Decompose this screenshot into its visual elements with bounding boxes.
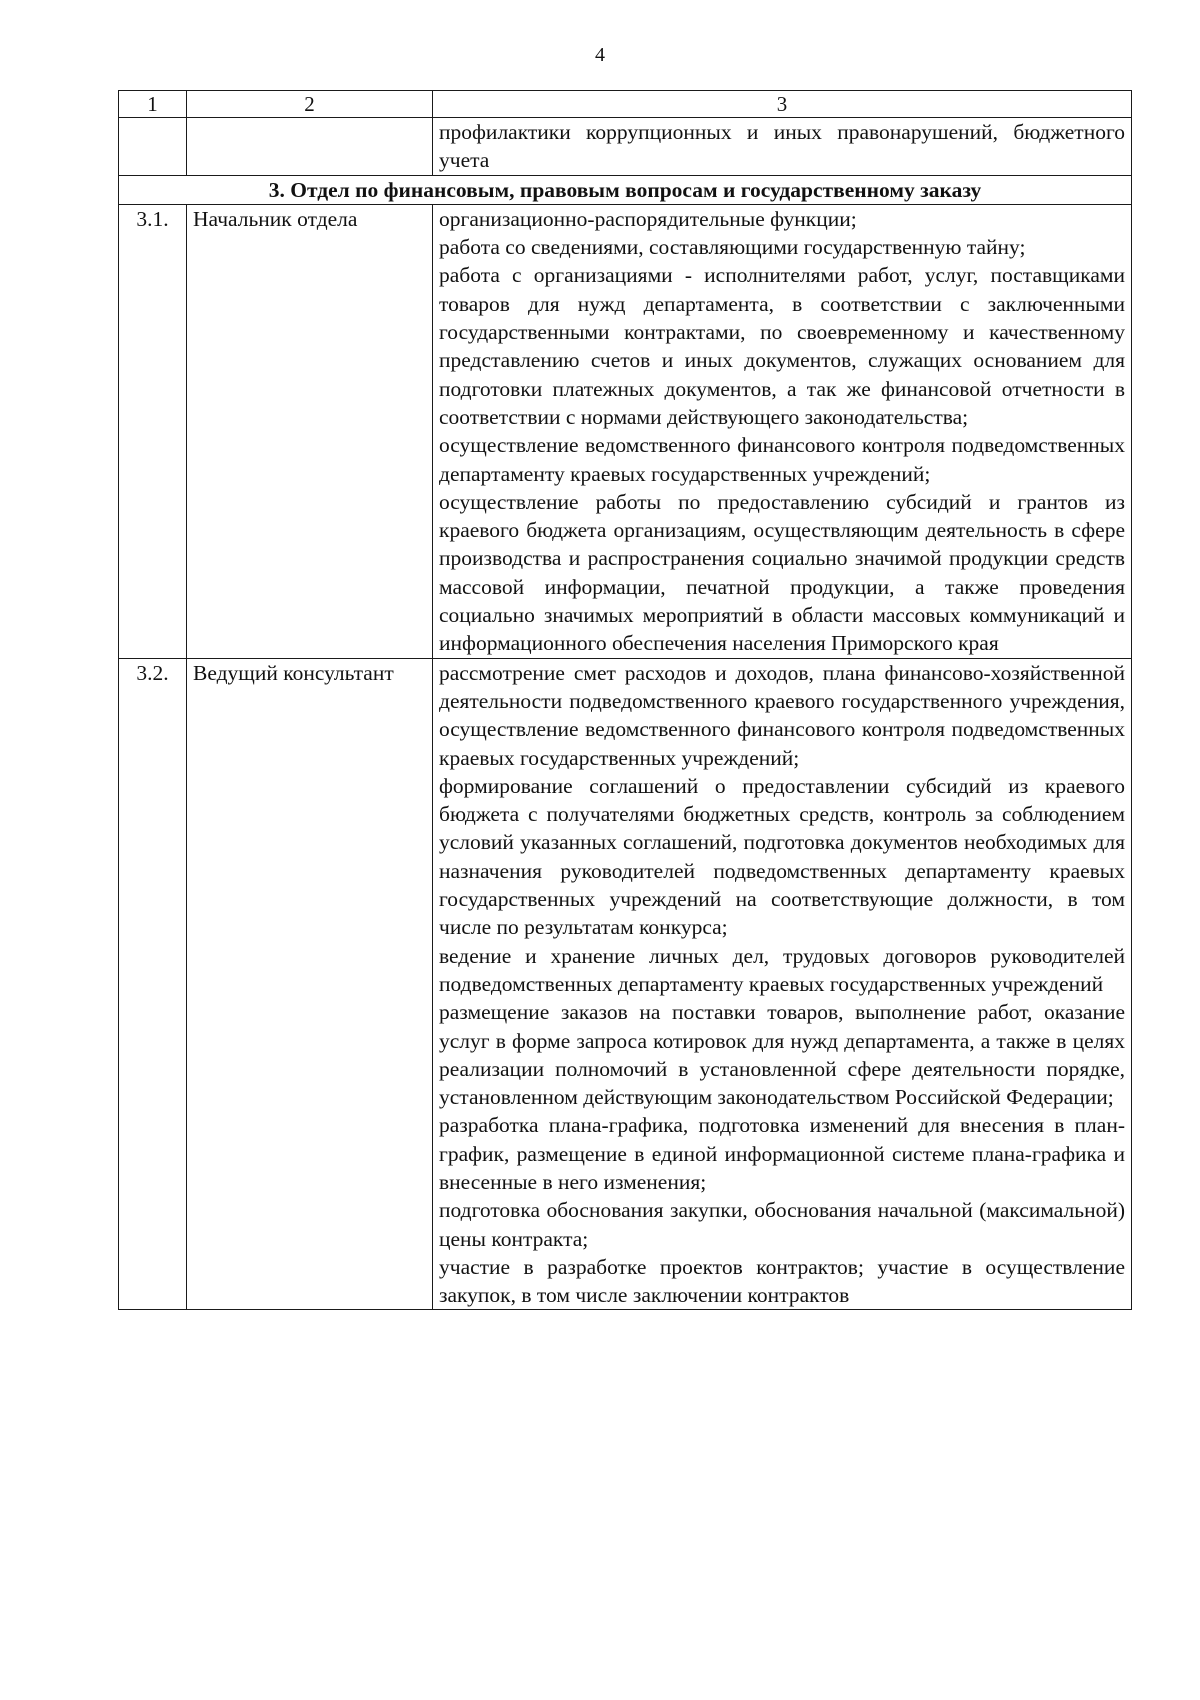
header-col-3: 3	[433, 91, 1132, 118]
duties-cell	[433, 204, 1132, 658]
duty-item: работа со сведениями, составляющими государственную тайну;	[439, 235, 1026, 260]
section-row	[119, 175, 1132, 204]
row-number: 3.2.	[119, 658, 187, 1310]
header-col-1: 1	[119, 91, 187, 118]
position-title: Начальник отдела	[187, 204, 433, 658]
duty-item: разработка плана-графика, подготовка изменений для внесения в план-график, размещение в единой информационной системе плана-графика и внесенные в него изменения;	[439, 1113, 1125, 1194]
duty-item: участие в разработке проектов контрактов; участие в осуществление закупок, в том числе заключении контрактов	[439, 1254, 1125, 1308]
duties-cell	[433, 658, 1132, 1310]
duty-item: формирование соглашений о предоставлении субсидий из краевого бюджета с получателями бюджетных средств, контроль за соблюдением условий указанных соглашений, подготовка документов необходимых для назначения руководителей подведомственных департаменту краевых государственных учреждений на соответствующие должности, в том числе по результатам конкурса;	[439, 773, 1125, 940]
duty-item: рассмотрение смет расходов и доходов, плана финансово-хозяйственной деятельности подведомственного краевого государственного учреждения, осуществление ведомственного финансового контроля подведомственных краевых государственных учреждений;	[439, 660, 1125, 770]
continuation-duties-cell: профилактики коррупционных и иных правонарушений, бюджетного учета	[433, 118, 1132, 176]
continuation-position-cell	[187, 118, 433, 176]
table-header-row	[119, 91, 1132, 118]
duty-item: осуществление ведомственного финансового контроля подведомственных департаменту краевых государственных учреждений;	[439, 433, 1125, 486]
duty-item: ведение и хранение личных дел, трудовых договоров руководителей подведомственных департаменту краевых государственных учреждений	[439, 943, 1125, 996]
duty-item: работа с организациями - исполнителями работ, услуг, поставщиками товаров для нужд департамента, в соответствии с заключенными государственными контрактами, по своевременному и качественному представлению счетов и иных документов, служащих основанием для подготовки платежных документов, а так же финансовой отчетности в соответствии с нормами действующего законодательства;	[439, 263, 1125, 429]
duties-table	[118, 90, 1132, 1310]
duty-item: осуществление работы по предоставлению субсидий и грантов из краевого бюджета организациям, осуществляющим деятельность в сфере производства и распространения социально значимой продукции средств массовой информации, печатной продукции, а также проведения социально значимых мероприятий в области массовых коммуникаций и информационного обеспечения населения Приморского края	[439, 489, 1125, 656]
table-row	[119, 204, 1132, 658]
duty-item: организационно-распорядительные функции;	[439, 206, 857, 231]
row-number: 3.1.	[119, 204, 187, 658]
section-title: 3. Отдел по финансовым, правовым вопросам и государственному заказу	[119, 175, 1132, 204]
continuation-row	[119, 118, 1132, 176]
page-number: 4	[595, 44, 605, 66]
continuation-num-cell	[119, 118, 187, 176]
position-title: Ведущий консультант	[187, 658, 433, 1310]
header-col-2: 2	[187, 91, 433, 118]
duty-item: размещение заказов на поставки товаров, выполнение работ, оказание услуг в форме запроса котировок для нужд департамента, а также в целях реализации полномочий в установленной сфере деятельности порядке, установленном действующим законодательством Российской Федерации;	[439, 1000, 1125, 1110]
duty-item: подготовка обоснования закупки, обоснования начальной (максимальной) цены контракта;	[439, 1198, 1125, 1251]
table-row	[119, 658, 1132, 1310]
